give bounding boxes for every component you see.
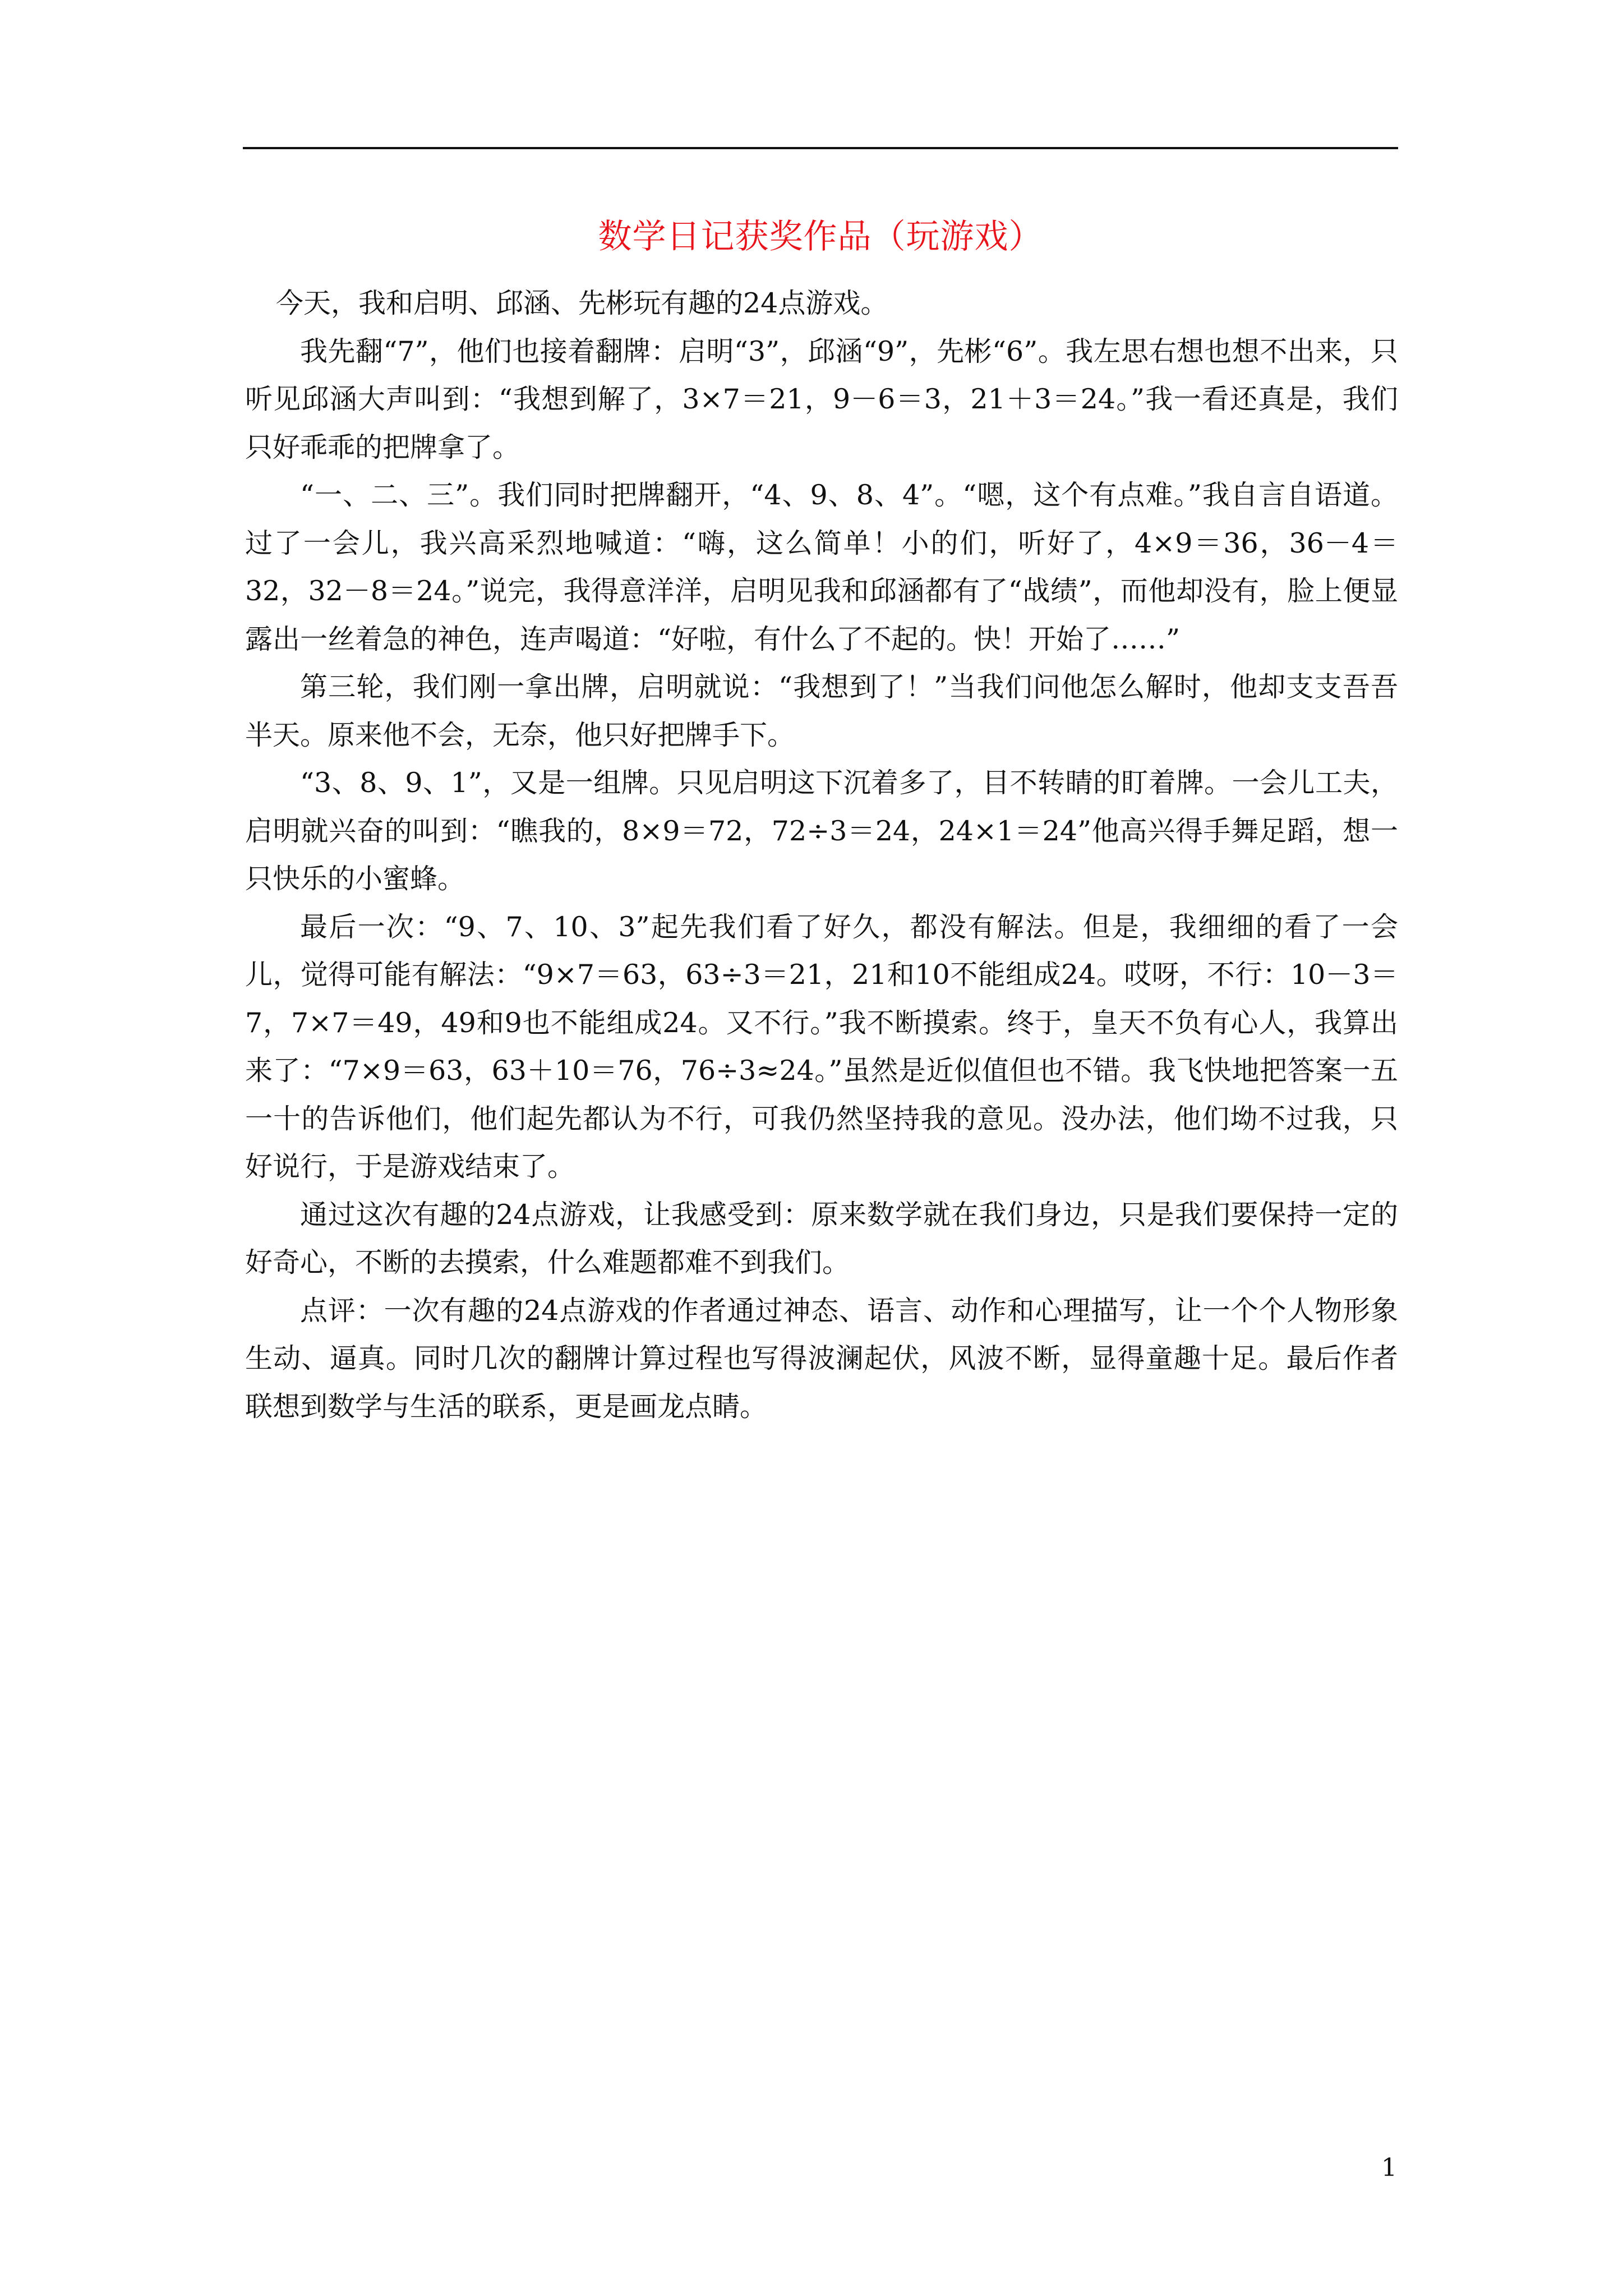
- page-number: 1: [1381, 2154, 1397, 2182]
- paragraph-round-two: “一、二、三”。我们同时把牌翻开，“4、9、8、4”。“嗯，这个有点难。”我自言自语道。过了一会儿，我兴高采烈地喊道：“嗨，这么简单！小的们，听好了，4×9＝36，36－4＝32，32－8＝24。”说完，我得意洋洋，启明见我和邱涵都有了“战绩”，而他却没有，脸上便显露出一丝着急的神色，连声喝道：“好啦，有什么了不起的。快！开始了……”: [245, 479, 1398, 655]
- paragraph-round-three: 第三轮，我们刚一拿出牌，启明就说：“我想到了！”当我们问他怎么解时，他却支支吾吾半天。原来他不会，无奈，他只好把牌手下。: [245, 671, 1398, 751]
- paragraph-round-four: “3、8、9、1”，又是一组牌。只见启明这下沉着多了，目不转睛的盯着牌。一会儿工夫，启明就兴奋的叫到：“瞧我的，8×9＝72，72÷3＝24，24×1＝24”他高兴得手舞足蹈，想一只快乐的小蜜蜂。: [245, 767, 1398, 895]
- document-title: 数学日记获奖作品（玩游戏）: [598, 217, 1043, 256]
- paragraph-conclusion: 通过这次有趣的24点游戏，让我感受到：原来数学就在我们身边，只是我们要保持一定的好奇心，不断的去摸索，什么难题都难不到我们。: [245, 1198, 1398, 1278]
- paragraph-round-one: 我先翻“7”，他们也接着翻牌：启明“3”，邱涵“9”，先彬“6”。我左思右想也想不出来，只听见邱涵大声叫到：“我想到解了，3×7＝21，9－6＝3，21＋3＝24。”我一看还真是，我们只好乖乖的把牌拿了。: [245, 335, 1398, 463]
- paragraph-comment: 点评：一次有趣的24点游戏的作者通过神态、语言、动作和心理描写，让一个个人物形象生动、逼真。同时几次的翻牌计算过程也写得波澜起伏，风波不断，显得童趣十足。最后作者联想到数学与生活的联系，更是画龙点睛。: [245, 1294, 1398, 1423]
- paragraph-final-round: 最后一次：“9、7、10、3”起先我们看了好久，都没有解法。但是，我细细的看了一会儿，觉得可能有解法：“9×7＝63，63÷3＝21，21和10不能组成24。哎呀，不行：10－3＝7，7×7＝49，49和9也不能组成24。又不行。”我不断摸索。终于，皇天不负有心人，我算出来了：“7×9＝63，63＋10＝76，76÷3≈24。”虽然是近似值但也不错。我飞快地把答案一五一十的告诉他们，他们起先都认为不行，可我仍然坚持我的意见。没办法，他们坳不过我，只好说行，于是游戏结束了。: [245, 910, 1398, 1182]
- header-rule: [243, 147, 1398, 149]
- document-body: [245, 279, 1398, 1430]
- paragraph-intro: 今天，我和启明、邱涵、先彬玩有趣的24点游戏。: [276, 287, 888, 319]
